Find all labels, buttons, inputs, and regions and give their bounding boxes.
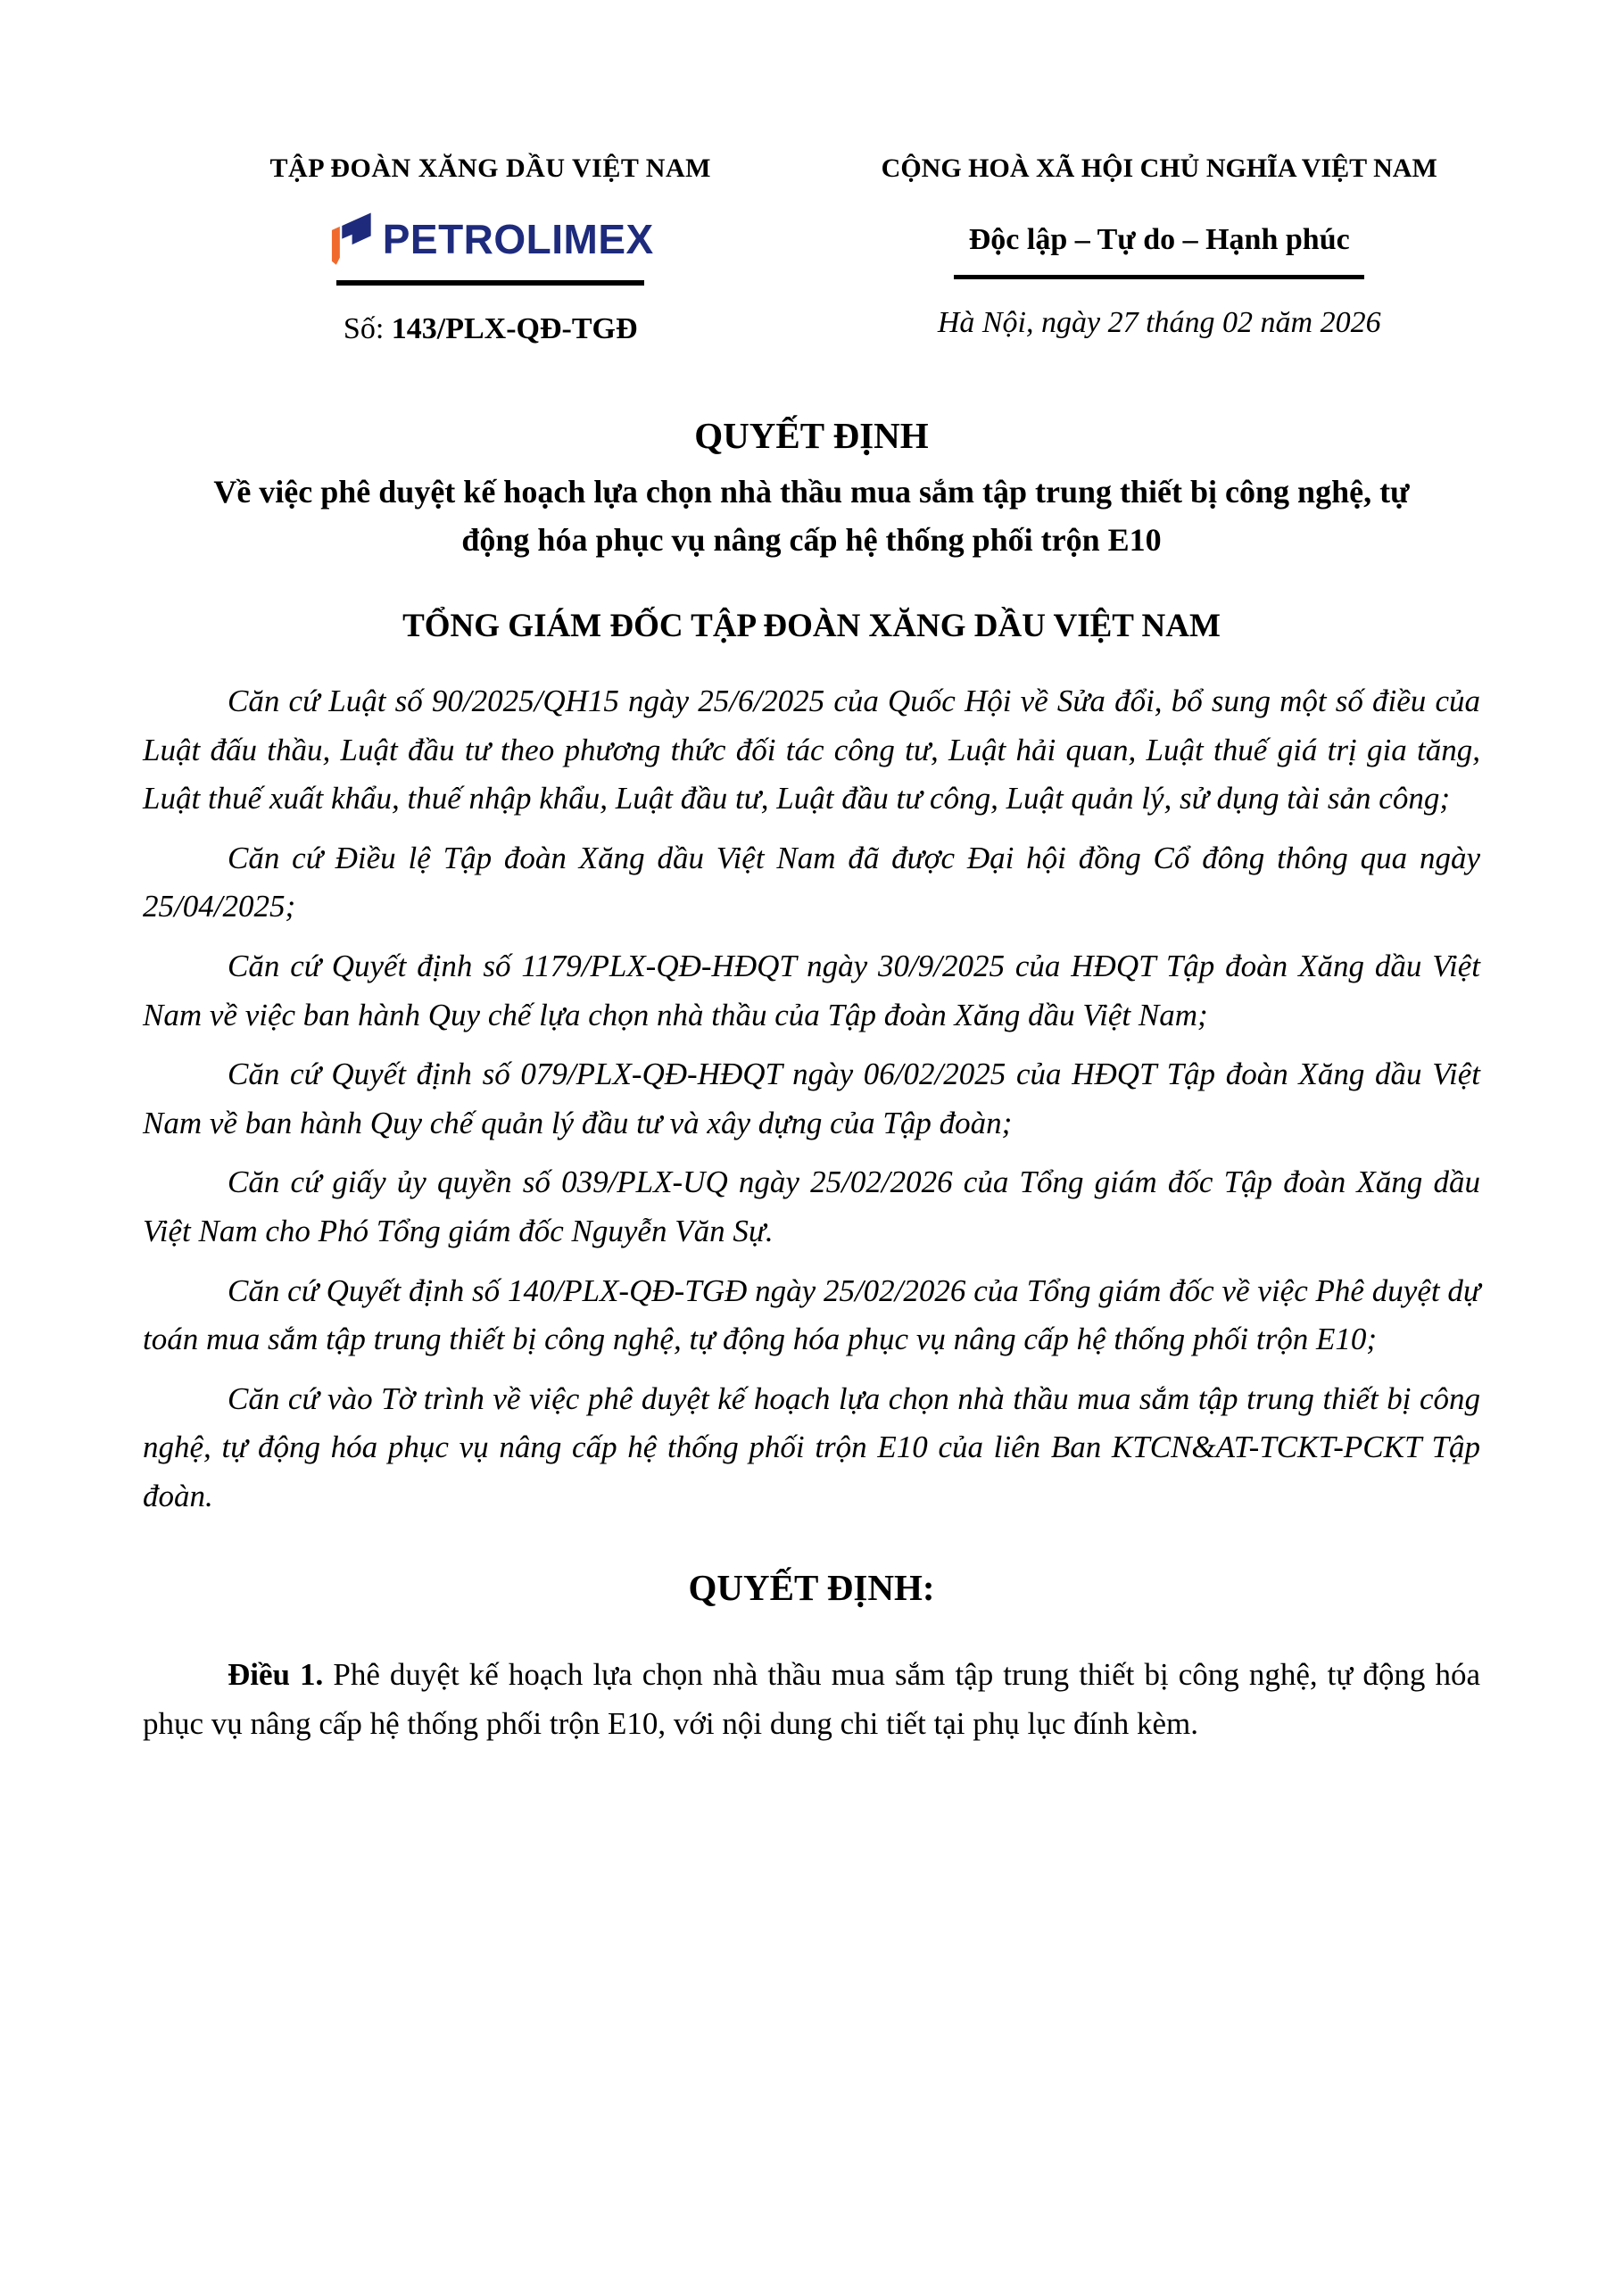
- article-1-text: Phê duyệt kế hoạch lựa chọn nhà thầu mua sắm tập trung thiết bị công nghệ, tự động hóa phục vụ nâng cấp hệ thống phối trộn E10, với nội dung chi tiết tại phụ lục đính kèm.: [143, 1656, 1480, 1741]
- national-motto: Độc lập – Tự do – Hạnh phúc: [968, 223, 1350, 256]
- doc-number-value: 143/PLX-QĐ-TGĐ: [391, 312, 638, 345]
- document-header: [143, 153, 1480, 346]
- header-left-column: [143, 153, 838, 346]
- recital-paragraph: Căn cứ Quyết định số 1179/PLX-QĐ-HĐQT ngày 30/9/2025 của HĐQT Tập đoàn Xăng dầu Việt Nam về việc ban hành Quy chế lựa chọn nhà thầu của Tập đoàn Xăng dầu Việt Nam;: [143, 948, 1480, 1032]
- authority-title: TỔNG GIÁM ĐỐC TẬP ĐOÀN XĂNG DẦU VIỆT NAM: [402, 608, 1221, 644]
- doc-number-line: [143, 312, 838, 346]
- recital-paragraph: Căn cứ Quyết định số 140/PLX-QĐ-TGĐ ngày 25/02/2026 của Tổng giám đốc về việc Phê duyệt dự toán mua sắm tập trung thiết bị công nghệ, tự động hóa phục vụ nâng cấp hệ thống phối trộn E10;: [143, 1272, 1480, 1357]
- national-title: CỘNG HOÀ XÃ HỘI CHỦ NGHĨA VIỆT NAM: [881, 153, 1437, 183]
- header-right-column: [838, 153, 1480, 340]
- document-subtitle: Về việc phê duyệt kế hoạch lựa chọn nhà thầu mua sắm tập trung thiết bị công nghệ, tự động hóa phục vụ nâng cấp hệ thống phối trộn E10: [213, 474, 1410, 558]
- recital-paragraph: Căn cứ Quyết định số 079/PLX-QĐ-HĐQT ngày 06/02/2025 của HĐQT Tập đoàn Xăng dầu Việt Nam về ban hành Quy chế quản lý đầu tư và xây dựng của Tập đoàn;: [143, 1057, 1480, 1140]
- doc-number-label: Số:: [343, 312, 392, 345]
- petrolimex-logo-icon: [327, 207, 374, 268]
- article-1: [143, 1650, 1480, 1749]
- recital-paragraph: Căn cứ giấy ủy quyền số 039/PLX-UQ ngày 25/02/2026 của Tổng giám đốc Tập đoàn Xăng dầu Việt Nam cho Phó Tổng giám đốc Nguyễn Văn Sự.: [143, 1165, 1480, 1248]
- decision-heading: QUYẾT ĐỊNH:: [688, 1566, 935, 1608]
- org-name: TẬP ĐOÀN XĂNG DẦU VIỆT NAM: [269, 153, 711, 183]
- recitals-section: [143, 677, 1480, 1521]
- recital-paragraph: Căn cứ Điều lệ Tập đoàn Xăng dầu Việt Nam đã được Đại hội đồng Cổ đông thông qua ngày 25/04/2025;: [143, 840, 1480, 924]
- header-separator-left: [336, 280, 644, 286]
- petrolimex-wordmark: PETROLIMEX: [382, 216, 654, 262]
- place-date: Hà Nội, ngày 27 tháng 02 năm 2026: [937, 306, 1381, 339]
- recital-paragraph: Căn cứ vào Tờ trình về việc phê duyệt kế hoạch lựa chọn nhà thầu mua sắm tập trung thiết bị công nghệ, tự động hóa phục vụ nâng cấp hệ thống phối trộn E10 của liên Ban KTCN&AT-TCKT-PCKT Tập đoàn.: [143, 1380, 1480, 1513]
- recital-paragraph: Căn cứ Luật số 90/2025/QH15 ngày 25/6/2025 của Quốc Hội về Sửa đổi, bổ sung một số điều của Luật đấu thầu, Luật đầu tư theo phương thức đối tác công tư, Luật hải quan, Luật thuế giá trị gia tăng, Luật thuế xuất khẩu, thuế nhập khẩu, Luật đầu tư, Luật đầu tư công, Luật quản lý, sử dụng tài sản công;: [143, 684, 1480, 816]
- petrolimex-logo: [327, 207, 654, 268]
- article-1-label: Điều 1.: [228, 1656, 324, 1692]
- header-separator-right: [954, 275, 1364, 279]
- document-title: QUYẾT ĐỊNH: [694, 415, 929, 456]
